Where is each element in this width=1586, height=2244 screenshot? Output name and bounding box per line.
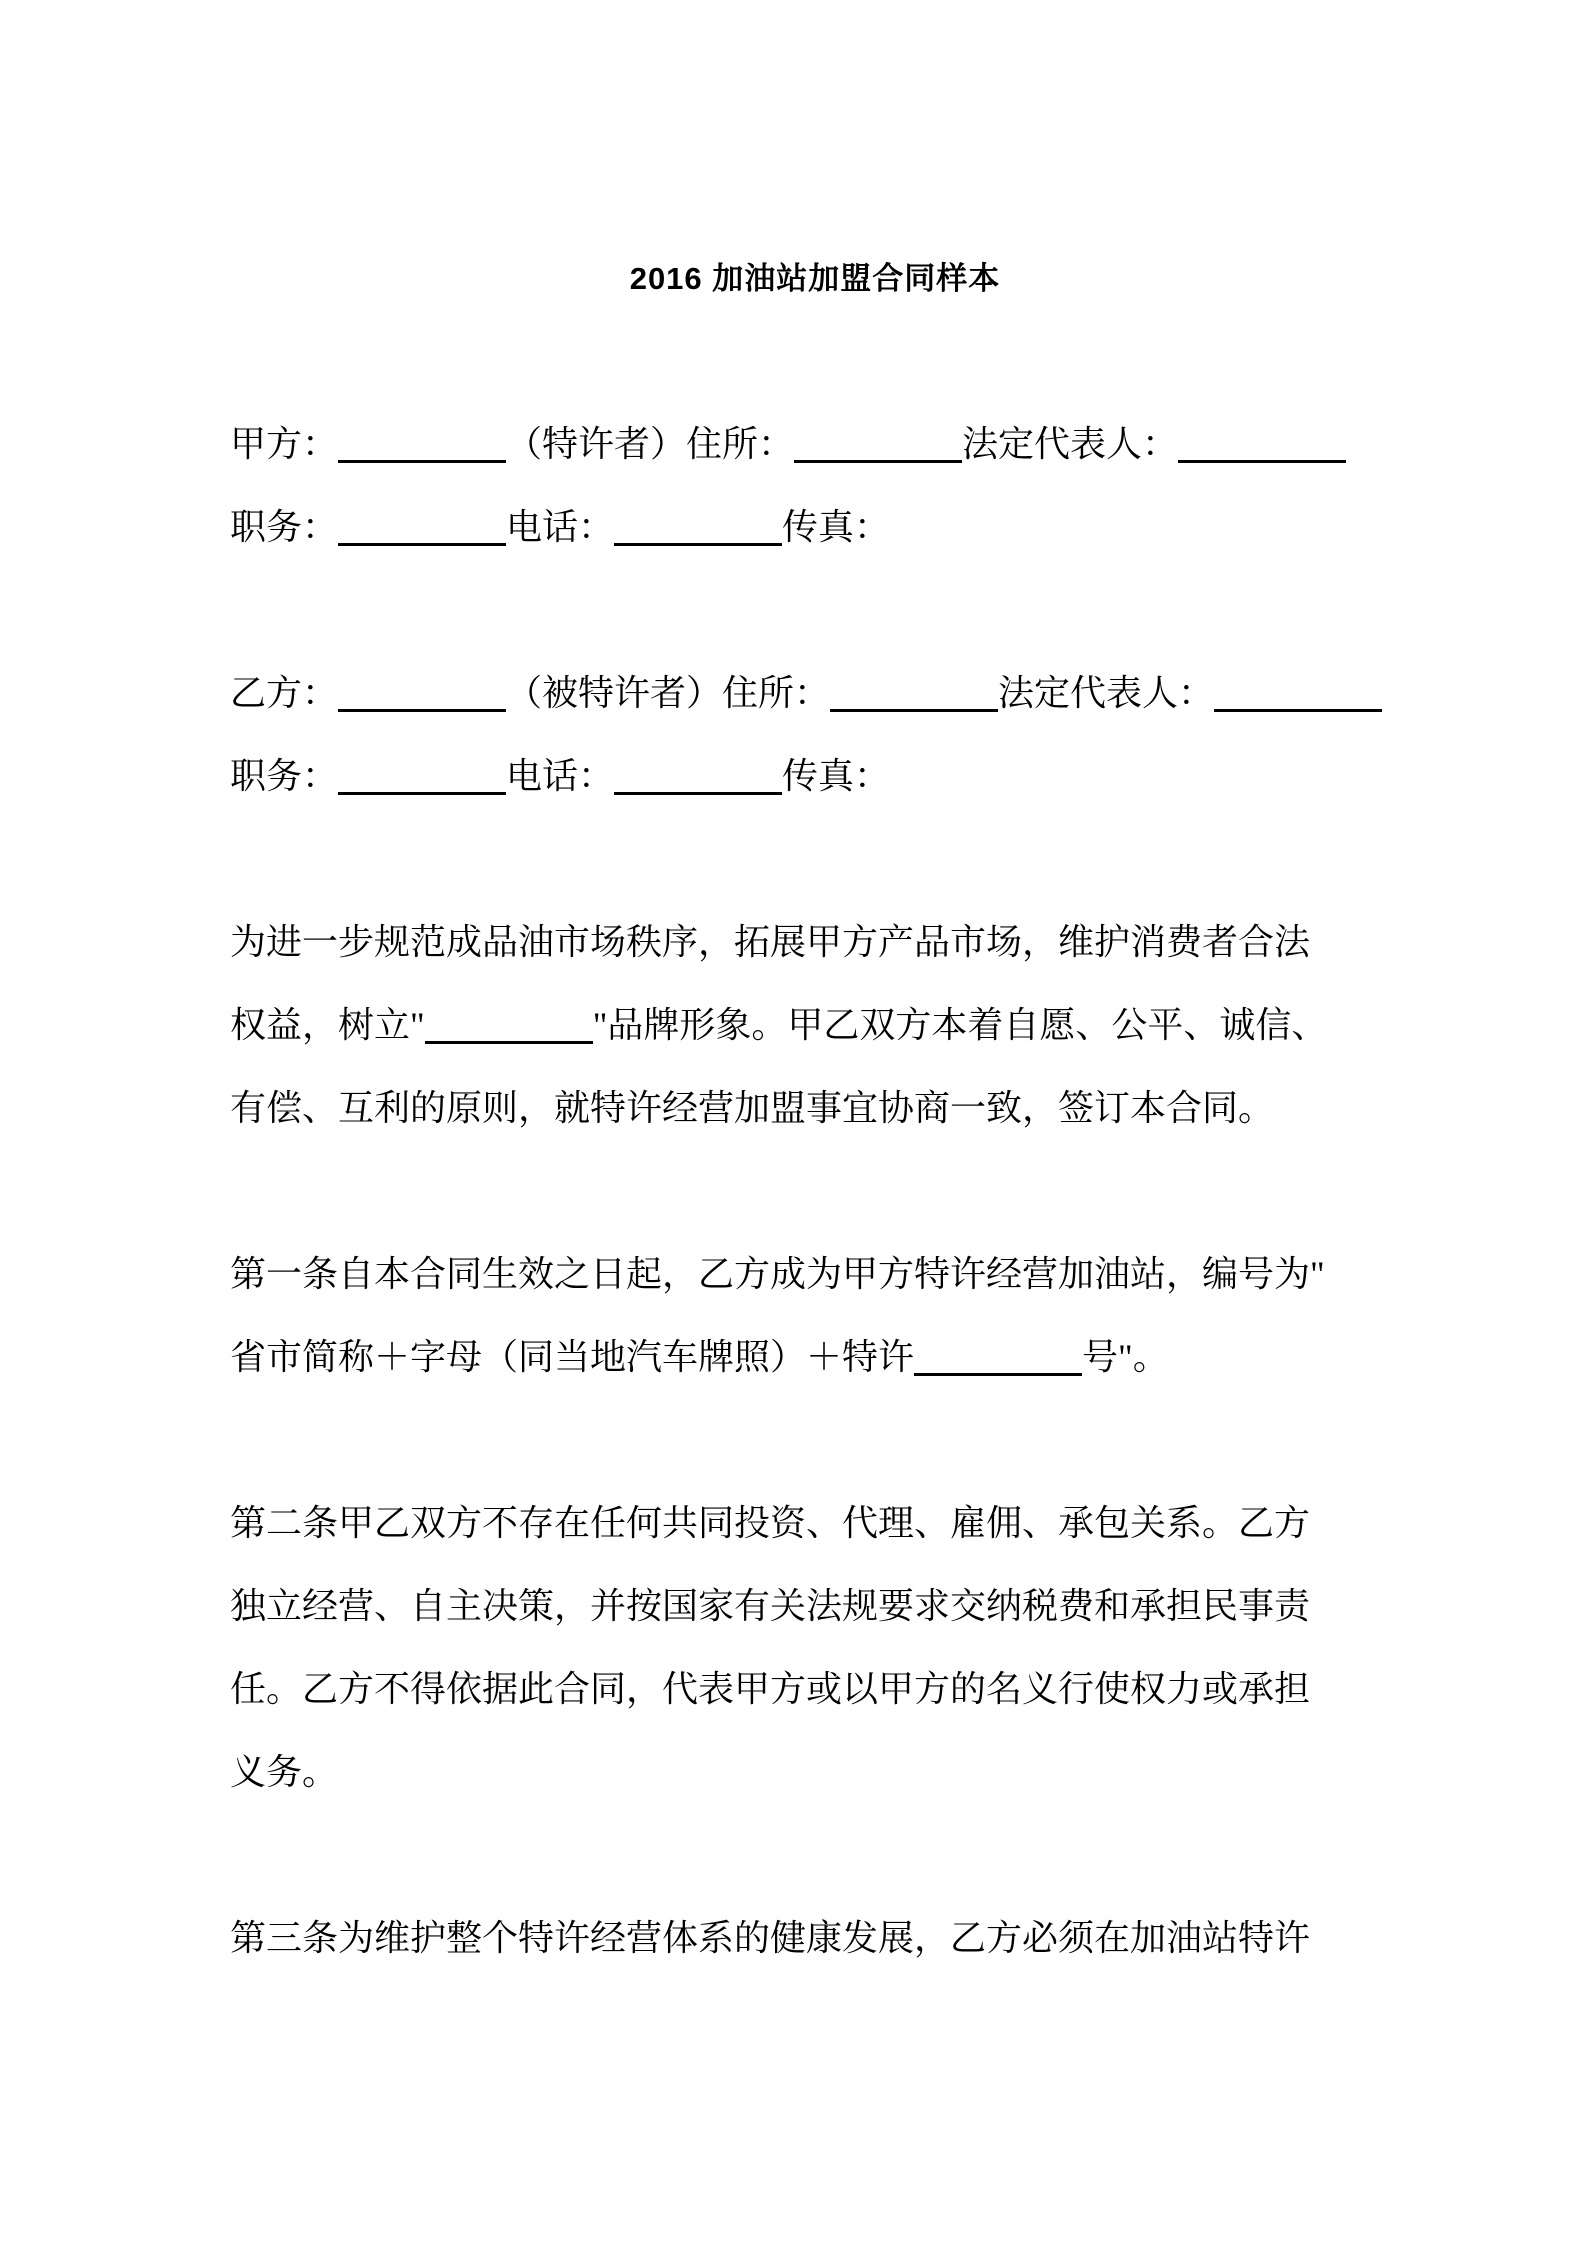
text-run: （特许者）住所： [506,424,795,464]
text-run: 职务： [230,507,339,547]
blank-underline-field [1178,460,1346,463]
text-run: 第一条自本合同生效之日起，乙方成为甲方特许经营加油站，编号为" [230,1254,1325,1294]
text-run: 乙方： [230,673,339,713]
article-1 [230,1233,1400,1399]
text-run: 传真： [782,756,891,796]
text-run: "品牌形象。甲乙双方本着自愿、公平、诚信、 [592,1005,1328,1045]
blank-underline-field [338,709,506,712]
text-run: 独立经营、自主决策，并按国家有关法规要求交纳税费和承担民事责 [230,1586,1311,1626]
party-b-info [230,652,1400,818]
text-run: 传真： [782,507,891,547]
blank-underline-field [614,792,782,795]
text-run: 义务。 [230,1752,339,1792]
text-run: 权益，树立" [230,1005,425,1045]
text-run: 职务： [230,756,339,796]
blank-underline-field [794,460,962,463]
text-run: 为进一步规范成品油市场秩序，拓展甲方产品市场，维护消费者合法 [230,922,1311,962]
text-run: 法定代表人： [962,424,1179,464]
text-run: 电话： [506,507,615,547]
blank-underline-field [425,1041,593,1044]
party-a-info [230,403,1400,569]
text-run: 甲方： [230,424,339,464]
blank-underline-field [338,460,506,463]
text-run: 有偿、互利的原则，就特许经营加盟事宜协商一致，签订本合同。 [230,1088,1275,1128]
blank-underline-field [914,1373,1082,1376]
text-run: （被特许者）住所： [506,673,831,713]
text-run: 号"。 [1082,1337,1169,1377]
text-run: 任。乙方不得依据此合同，代表甲方或以甲方的名义行使权力或承担 [230,1669,1311,1709]
blank-underline-field [338,543,506,546]
document-title: 2016 加油站加盟合同样本 [629,261,1001,296]
text-run: 法定代表人： [998,673,1215,713]
preamble [230,901,1400,1150]
article-3 [230,1897,1400,1980]
blank-underline-field [1214,709,1382,712]
blank-underline-field [338,792,506,795]
text-run: 电话： [506,756,615,796]
text-run: 第二条甲乙双方不存在任何共同投资、代理、雇佣、承包关系。乙方 [230,1503,1311,1543]
text-run: 省市简称＋字母（同当地汽车牌照）＋特许 [230,1337,915,1377]
blank-underline-field [830,709,998,712]
text-run: 第三条为维护整个特许经营体系的健康发展，乙方必须在加油站特许 [230,1918,1311,1958]
document-body [230,403,1400,1980]
blank-underline-field [614,543,782,546]
article-2 [230,1482,1400,1814]
